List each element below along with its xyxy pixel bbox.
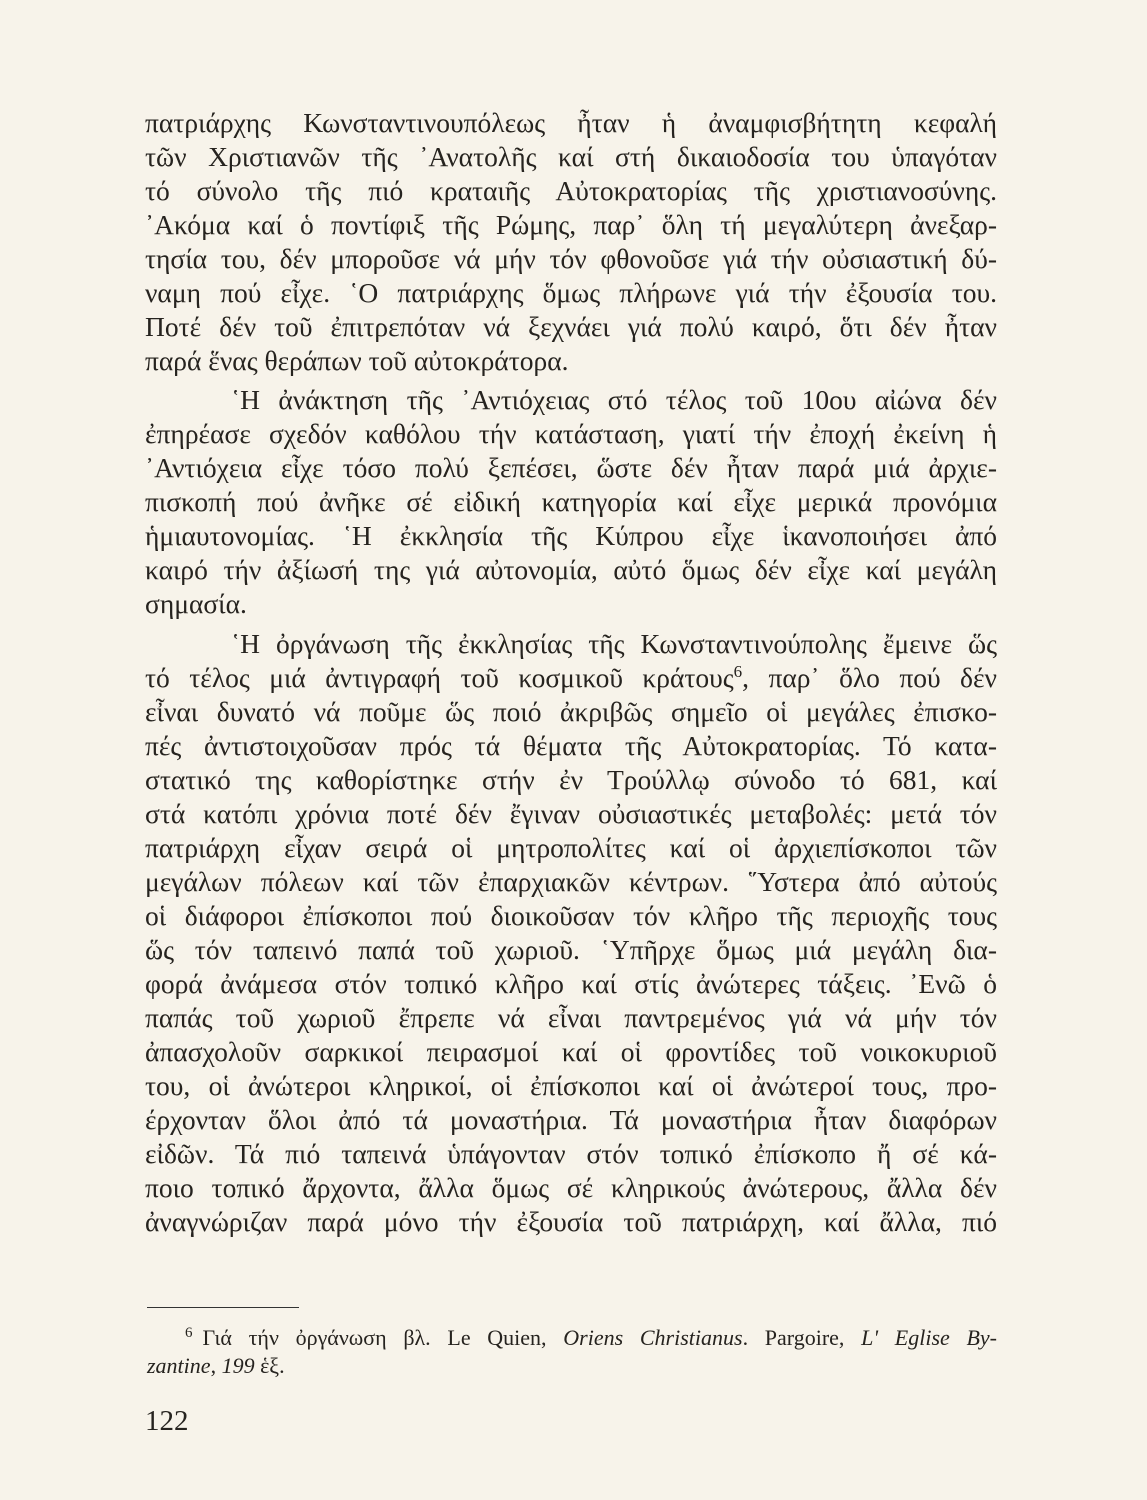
footnote-line — [147, 1352, 997, 1380]
body-line: παπάς τοῦ χωριοῦ ἔπρεπε νά εἶναι παντρεμένος γιά νά μήν τόν — [145, 1002, 997, 1033]
footnote-divider — [147, 1307, 299, 1308]
body-line: πές ἀντιστοιχοῦσαν πρός τά θέματα τῆς Αὐτοκρατορίας. Τό κατα- — [145, 730, 997, 761]
body-line: πισκοπή πού ἀνῆκε σέ εἰδική κατηγορία καί εἶχε μερικά προνόμια — [145, 486, 997, 517]
body-line: έρχονταν ὅλοι ἀπό τά μοναστήρια. Τά μοναστήρια ἦταν διαφόρων — [145, 1104, 997, 1135]
body-line: εἶναι δυνατό νά ποῦμε ὥς ποιό ἀκριβῶς σημεῖο οἱ μεγάλες ἐπισκο- — [145, 696, 997, 727]
body-line: ᾿Ακόμα καί ὁ ποντίφιξ τῆς Ρώμης, παρ᾿ ὅλη τή μεγαλύτερη ἀνεξαρ- — [145, 209, 997, 240]
footnote-title: L' Eglise By- — [861, 1325, 998, 1350]
body-line: τῶν Χριστιανῶν τῆς ᾿Ανατολῆς καί στή δικαιοδοσία του ὑπαγόταν — [145, 141, 997, 172]
body-line: ᾿Αντιόχεια εἶχε τόσο πολύ ξεπέσει, ὥστε δέν ἦταν παρά μιά ἀρχιε- — [145, 452, 997, 483]
body-line-with-footnote-ref — [145, 661, 997, 695]
body-line: στατικό της καθορίστηκε στήν ἐν Τρούλλῳ σύνοδο τό 681, καί — [145, 764, 997, 795]
body-text: , παρ᾿ ὅλο πού δέν — [742, 662, 997, 693]
footnote-title: zantine — [147, 1353, 211, 1378]
body-line: ἡμιαυτονομίας. ῾Η ἐκκλησία τῆς Κύπρου εἶχε ἱκανοποιήσει ἀπό — [145, 520, 997, 551]
footnote-title: Oriens Christianus — [563, 1325, 743, 1350]
body-line: ποιο τοπικό ἄρχοντα, ἄλλα ὅμως σέ κληρικούς ἀνώτερους, ἄλλα δέν — [145, 1172, 997, 1203]
body-line: στά κατόπι χρόνια ποτέ δέν ἔγιναν οὐσιαστικές μεταβολές: μετά τόν — [145, 798, 997, 829]
body-line: τό σύνολο τῆς πιό κραταιῆς Αὐτοκρατορίας τῆς χριστιανοσύνης. — [145, 175, 997, 206]
footnote-text: , — [210, 1353, 217, 1378]
footnote-text: ἑξ. — [260, 1353, 285, 1378]
paragraph-first-line: ῾Η ἀνάκτηση τῆς ᾿Αντιόχειας στό τέλος τοῦ 10ου αἰώνα δέν — [231, 384, 997, 415]
footnote-reference[interactable]: 6 — [733, 661, 743, 681]
body-line: μεγάλων πόλεων καί τῶν ἐπαρχιακῶν κέντρων. ῞Υστερα ἀπό αὐτούς — [145, 866, 997, 897]
body-text: τό τέλος μιά ἀντιγραφή τοῦ κοσμικοῦ κράτους — [145, 662, 734, 693]
body-line: ἐπηρέασε σχεδόν καθόλου τήν κατάσταση, γιατί τήν ἐποχή ἐκείνη ἡ — [145, 418, 997, 449]
body-line: σημασία. — [145, 588, 247, 619]
body-line: του, οἱ ἀνώτεροι κληρικοί, οἱ ἐπίσκοποι καί οἱ ἀνώτεροί τους, προ- — [145, 1070, 997, 1101]
body-line: παρά ἕνας θεράπων τοῦ αὐτοκράτορα. — [145, 345, 569, 376]
body-line: εἰδῶν. Τά πιό ταπεινά ὑπάγονταν στόν τοπικό ἐπίσκοπο ἤ σέ κά- — [145, 1138, 997, 1169]
body-line — [145, 1239, 997, 1273]
body-line: πατριάρχη εἶχαν σειρά οἱ μητροπολίτες καί οἱ ἀρχιεπίσκοποι τῶν — [145, 832, 997, 863]
footnote-text: . Pargoire, — [742, 1325, 845, 1350]
page-number: 122 — [145, 1405, 189, 1437]
body-line: ἀπασχολοῦν σαρκικοί πειρασμοί καί οἱ φροντίδες τοῦ νοικοκυριοῦ — [145, 1036, 997, 1067]
body-line: ναμη πού εἶχε. ῾Ο πατριάρχης ὅμως πλήρωνε γιά τήν ἐξουσία του. — [145, 277, 997, 308]
footnote-pages: 199 — [221, 1353, 255, 1378]
body-line: πατριάρχης Κωνσταντινουπόλεως ἦταν ἡ ἀναμφισβήτητη κεφαλή — [145, 107, 997, 138]
body-line: ὥς τόν ταπεινό παπά τοῦ χωριοῦ. ῾Υπῆρχε ὅμως μιά μεγάλη δια- — [145, 934, 997, 965]
footnote-text: Γιά τήν ὀργάνωση βλ. Le Quien, — [202, 1325, 547, 1350]
body-line: Ποτέ δέν τοῦ ἐπιτρεπόταν νά ξεχνάει γιά πολύ καιρό, ὅτι δέν ἦταν — [145, 311, 997, 342]
paragraph-first-line: ῾Η ὀργάνωση τῆς ἐκκλησίας τῆς Κωνσταντινούπολης ἔμεινε ὥς — [231, 628, 997, 659]
body-line: τησία του, δέν μποροῦσε νά μήν τόν φθονοῦσε γιά τήν οὐσιαστική δύ- — [145, 243, 997, 274]
footnote-line — [185, 1324, 997, 1352]
body-line: φορά ἀνάμεσα στόν τοπικό κλῆρο καί στίς ἀνώτερες τάξεις. ᾿Ενῶ ὁ — [145, 968, 997, 999]
footnote-number: 6 — [185, 1324, 193, 1341]
body-line: καιρό τήν ἀξίωσή της γιά αὐτονομία, αὐτό ὅμως δέν εἶχε καί μεγάλη — [145, 554, 997, 585]
body-line: οἱ διάφοροι ἐπίσκοποι πού διοικοῦσαν τόν κλῆρο τῆς περιοχῆς τους — [145, 900, 997, 931]
body-line: ἀναγνώριζαν παρά μόνο τήν ἐξουσία τοῦ πατριάρχη, καί ἄλλα, πιό — [145, 1206, 997, 1237]
